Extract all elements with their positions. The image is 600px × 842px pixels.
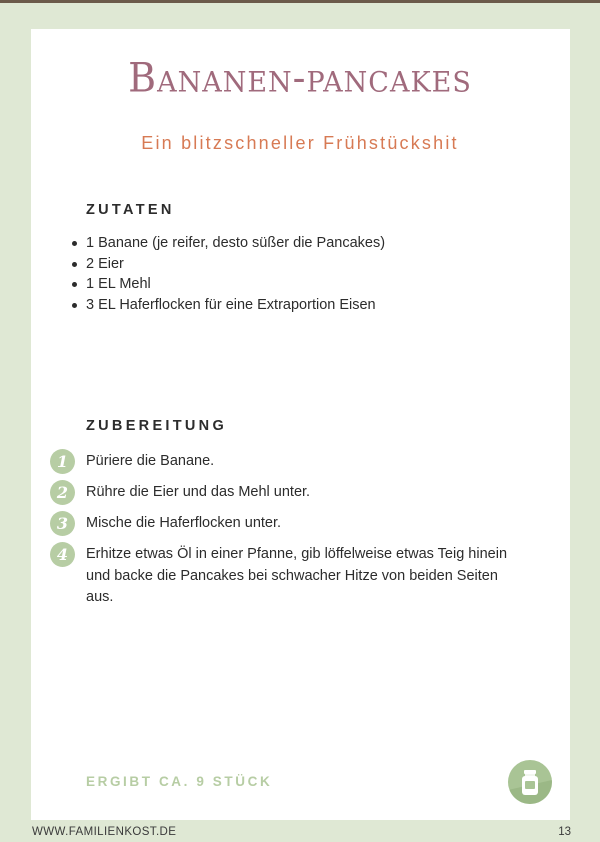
top-edge-strip [0, 0, 600, 3]
page-number: 13 [558, 826, 571, 838]
step-text: Püriere die Banane. [86, 453, 215, 469]
list-item: 3 EL Haferflocken für eine Extraportion Eisen [70, 295, 385, 316]
step-number-badge: 2 [50, 480, 75, 505]
list-item: 1 EL Mehl [70, 274, 385, 295]
step-text: Rühre die Eier und das Mehl unter. [86, 484, 311, 500]
step-text: Mische die Haferflocken unter. [86, 515, 282, 531]
recipe-subtitle: Ein blitzschneller Frühstückshit [141, 133, 459, 153]
list-item: 2 Eier [70, 254, 385, 275]
ingredients-heading: ZUTATEN [86, 202, 175, 218]
step-text: Erhitze etwas Öl in einer Pfanne, gib löffelweise etwas Teig hinein und backe die Pancakes bei schwacher Hitze von beiden Seiten aus. [86, 546, 508, 605]
recipe-title: Bananen-pancakes [128, 54, 472, 102]
preparation-heading: ZUBEREITUNG [86, 418, 228, 434]
footer-website: WWW.FAMILIENKOST.DE [32, 826, 177, 838]
jar-icon [508, 760, 552, 804]
recipe-yield: ERGIBT CA. 9 STÜCK [86, 774, 273, 789]
list-item: 1 Banane (je reifer, desto süßer die Pancakes) [70, 233, 385, 254]
step-number-badge: 4 [50, 542, 75, 567]
ingredients-list [70, 233, 385, 315]
bullet-icon [72, 303, 77, 308]
bullet-icon [72, 241, 77, 246]
bullet-icon [72, 262, 77, 267]
step-number-badge: 3 [50, 511, 75, 536]
bullet-icon [72, 282, 77, 287]
step-number-badge: 1 [50, 449, 75, 474]
